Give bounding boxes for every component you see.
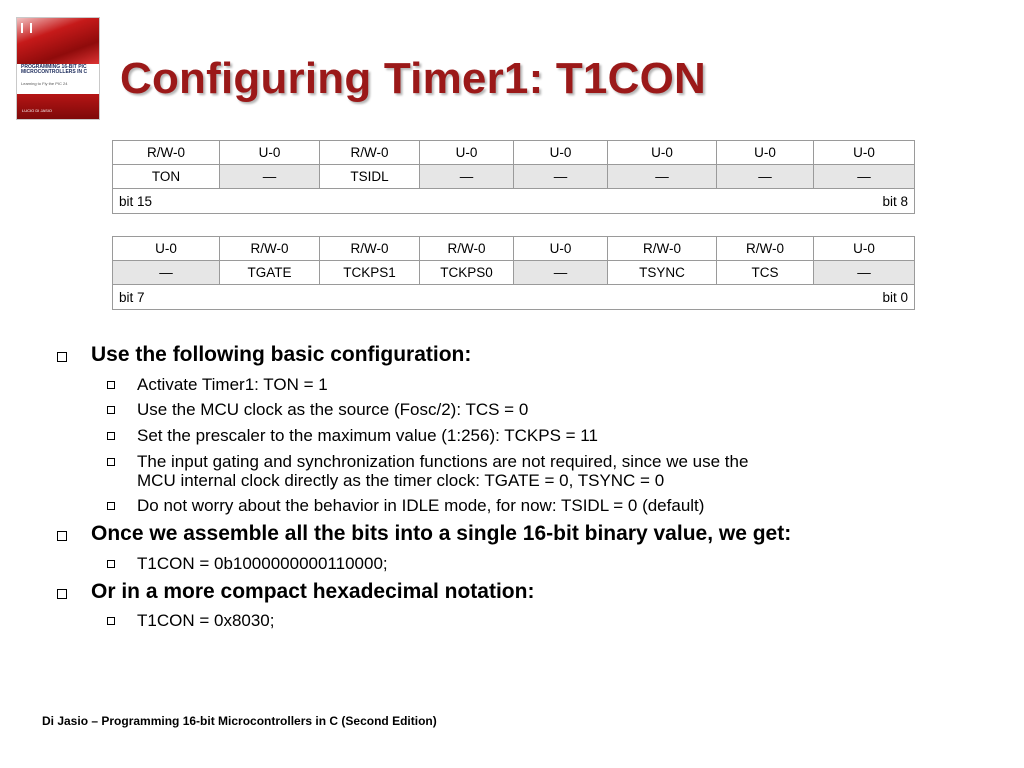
bullet-square-icon xyxy=(107,458,115,466)
bullet-square-icon xyxy=(107,502,115,510)
access-row xyxy=(113,141,915,165)
bit-range-cell xyxy=(113,285,915,310)
bullet-level2: Activate Timer1: TON = 1 xyxy=(137,375,328,394)
bullet-square-icon xyxy=(107,617,115,625)
cover-title: PROGRAMMING 16-BIT PIC MICROCONTROLLERS IN C xyxy=(21,64,88,75)
access-cell: R/W-0 xyxy=(320,237,420,261)
bit-name-cell: — xyxy=(113,261,220,285)
bullet-square-icon xyxy=(107,381,115,389)
bit-range-left-label: bit 15 xyxy=(119,193,153,209)
bit-name-cell: — xyxy=(814,261,915,285)
bullet-level2-continuation: MCU internal clock directly as the timer clock: TGATE = 0, TSYNC = 0 xyxy=(137,471,665,490)
bullet-square-icon xyxy=(57,352,67,362)
access-cell: U-0 xyxy=(814,237,915,261)
bit-name-cell: — xyxy=(220,165,320,189)
bit-range-left-label: bit 7 xyxy=(119,289,145,305)
bit-name-cell: — xyxy=(514,165,608,189)
bit-name-cell: TCKPS0 xyxy=(420,261,514,285)
access-cell: R/W-0 xyxy=(608,237,717,261)
bullet-level2: Set the prescaler to the maximum value (1:256): TCKPS = 11 xyxy=(137,426,598,445)
cover-bottom-band xyxy=(17,94,99,120)
bullet-level2: T1CON = 0b1000000000110000; xyxy=(137,554,388,573)
bit-name-cell: — xyxy=(420,165,514,189)
bullet-level1: Or in a more compact hexadecimal notation: xyxy=(91,580,535,603)
bit-name-cell: TSYNC xyxy=(608,261,717,285)
bit-name-cell: — xyxy=(608,165,717,189)
slide-title: Configuring Timer1: T1CON xyxy=(120,54,706,103)
access-row xyxy=(113,237,915,261)
bit-name-cell: TCKPS1 xyxy=(320,261,420,285)
bit-name-row xyxy=(113,261,915,285)
bullet-level2: T1CON = 0x8030; xyxy=(137,611,275,630)
access-cell: R/W-0 xyxy=(220,237,320,261)
bullet-level1: Use the following basic configuration: xyxy=(91,343,472,366)
bit-name-cell: TGATE xyxy=(220,261,320,285)
bit-name-cell: TON xyxy=(113,165,220,189)
bit-range-right-label: bit 8 xyxy=(882,193,908,209)
book-cover-image xyxy=(16,17,100,120)
access-cell: R/W-0 xyxy=(320,141,420,165)
bullet-level2: Use the MCU clock as the source (Fosc/2): TCS = 0 xyxy=(137,400,529,419)
bit-name-cell: — xyxy=(514,261,608,285)
bit-range-row xyxy=(113,189,915,214)
bullet-square-icon xyxy=(57,531,67,541)
bit-name-cell: TCS xyxy=(717,261,814,285)
access-cell: U-0 xyxy=(608,141,717,165)
bullet-level1: Once we assemble all the bits into a single 16-bit binary value, we get: xyxy=(91,522,792,545)
bullet-level2: The input gating and synchronization functions are not required, since we use the xyxy=(137,452,749,471)
bit-name-cell: TSIDL xyxy=(320,165,420,189)
bit-name-row xyxy=(113,165,915,189)
bit-name-cell: — xyxy=(814,165,915,189)
bullet-square-icon xyxy=(107,406,115,414)
access-cell: U-0 xyxy=(420,141,514,165)
bullet-square-icon xyxy=(57,589,67,599)
access-cell: U-0 xyxy=(113,237,220,261)
register-table-low-byte xyxy=(112,236,915,310)
access-cell: U-0 xyxy=(514,141,608,165)
access-cell: U-0 xyxy=(220,141,320,165)
bullet-level2: Do not worry about the behavior in IDLE mode, for now: TSIDL = 0 (default) xyxy=(137,496,705,515)
access-cell: U-0 xyxy=(514,237,608,261)
publisher-logo-icon xyxy=(21,23,32,33)
slide-footer: Di Jasio – Programming 16-bit Microcontrollers in C (Second Edition) xyxy=(42,714,437,728)
access-cell: R/W-0 xyxy=(717,237,814,261)
access-cell: R/W-0 xyxy=(420,237,514,261)
access-cell: R/W-0 xyxy=(113,141,220,165)
bit-range-row xyxy=(113,285,915,310)
register-table-high-byte xyxy=(112,140,915,214)
bit-name-cell: — xyxy=(717,165,814,189)
cover-subtitle: Learning to Fly the PIC 24 xyxy=(21,81,68,86)
access-cell: U-0 xyxy=(717,141,814,165)
cover-author: LUCIO DI JASIO xyxy=(22,108,53,113)
bit-range-cell xyxy=(113,189,915,214)
access-cell: U-0 xyxy=(814,141,915,165)
bullet-square-icon xyxy=(107,560,115,568)
bit-range-right-label: bit 0 xyxy=(882,289,908,305)
bullet-square-icon xyxy=(107,432,115,440)
